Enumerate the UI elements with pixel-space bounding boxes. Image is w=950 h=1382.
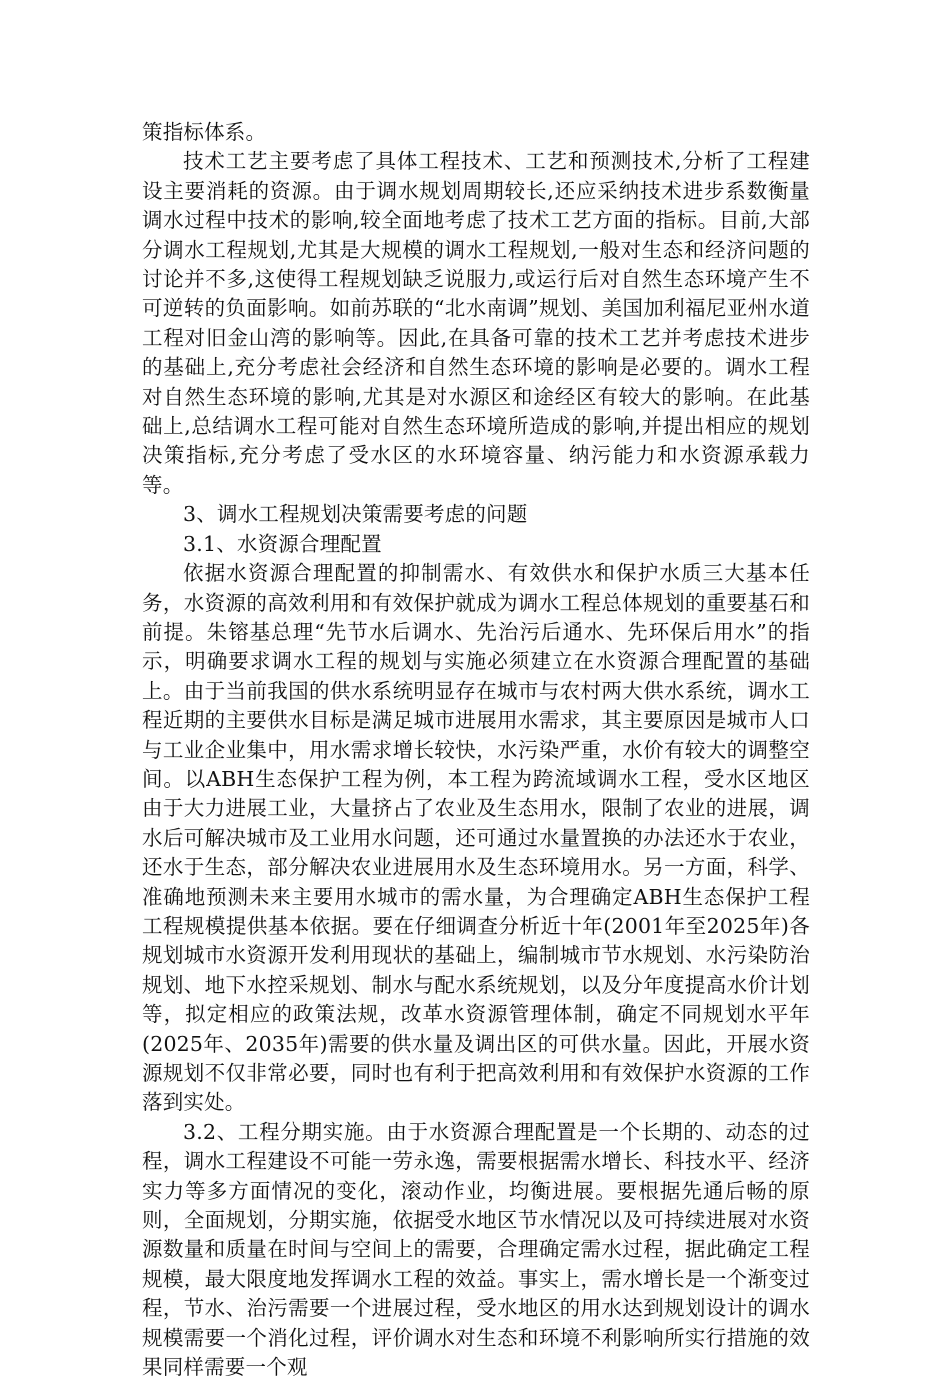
- section-heading-3-1: 3.1、水资源合理配置: [183, 531, 382, 556]
- paragraph-phased-implementation: 3.2、工程分期实施。由于水资源合理配置是一个长期的、动态的过程，调水工程建设不可能一劳永逸，需要根据需水增长、科技水平、经济实力等多方面情况的变化，滚动作业，均衡进展。要根据先通后畅的原则，全面规划，分期实施，依据受水地区节水情况以及可持续进展对水资源数量和质量在时间与空间上的需要，合理确定需水过程，据此确定工程规模，最大限度地发挥调水工程的效益。事实上，需水增长是一个渐变过程，节水、治污需要一个进展过程，受水地区的用水达到规划设计的调水规模需要一个消化过程，评价调水对生态和环境不利影响所实行措施的效果同样需要一个观: [142, 1119, 810, 1380]
- paragraph-water-allocation: 依据水资源合理配置的抑制需水、有效供水和保护水质三大基本任务，水资源的高效利用和有效保护就成为调水工程总体规划的重要基石和前提。朱镕基总理“先节水后调水、先治污后通水、先环保后用水”的指示，明确要求调水工程的规划与实施必须建立在水资源合理配置的基础上。由于当前我国的供水系统明显存在城市与农村两大供水系统，调水工程近期的主要供水目标是满足城市进展用水需求，其主要原因是城市人口与工业企业集中，用水需求增长较快，水污染严重，水价有较大的调整空间。以ABH生态保护工程为例，本工程为跨流域调水工程，受水区地区由于大力进展工业，大量挤占了农业及生态用水，限制了农业的进展，调水后可解决城市及工业用水问题，还可通过水量置换的办法还水于农业，还水于生态，部分解决农业进展用水及生态环境用水。另一方面，科学、准确地预测未来主要用水城市的需水量，为合理确定ABH生态保护工程工程规模提供基本依据。要在仔细调查分析近十年(2001年至2025年)各规划城市水资源开发利用现状的基础上，编制城市节水规划、水污染防治规划、地下水控采规划、制水与配水系统规划，以及分年度提高水价计划等，拟定相应的政策法规，改革水资源管理体制，确定不同规划水平年(2025年、2035年)需要的供水量及调出区的可供水量。因此，开展水资源规划不仅非常必要，同时也有利于把高效利用和有效保护水资源的工作落到实处。: [142, 561, 810, 1115]
- section-heading-3: 3、调水工程规划决策需要考虑的问题: [183, 502, 528, 527]
- paragraph-continuation: 策指标体系。: [142, 120, 267, 144]
- document-page: [142, 118, 810, 1382]
- paragraph-technology: 技术工艺主要考虑了具体工程技术、工艺和预测技术,分析了工程建设主要消耗的资源。由于调水规划周期较长,还应采纳技术进步系数衡量调水过程中技术的影响,较全面地考虑了技术工艺方面的指标。目前,大部分调水工程规划,尤其是大规模的调水工程规划,一般对生态和经济问题的讨论并不多,这使得工程规划缺乏说服力,或运行后对自然生态环境产生不可逆转的负面影响。如前苏联的“北水南调”规划、美国加利福尼亚州水道工程对旧金山湾的影响等。因此,在具备可靠的技术工艺并考虑技术进步的基础上,充分考虑社会经济和自然生态环境的影响是必要的。调水工程对自然生态环境的影响,尤其是对水源区和途经区有较大的影响。在此基础上,总结调水工程可能对自然生态环境所造成的影响,并提出相应的规划决策指标,充分考虑了受水区的水环境容量、纳污能力和水资源承载力等。: [142, 149, 810, 497]
